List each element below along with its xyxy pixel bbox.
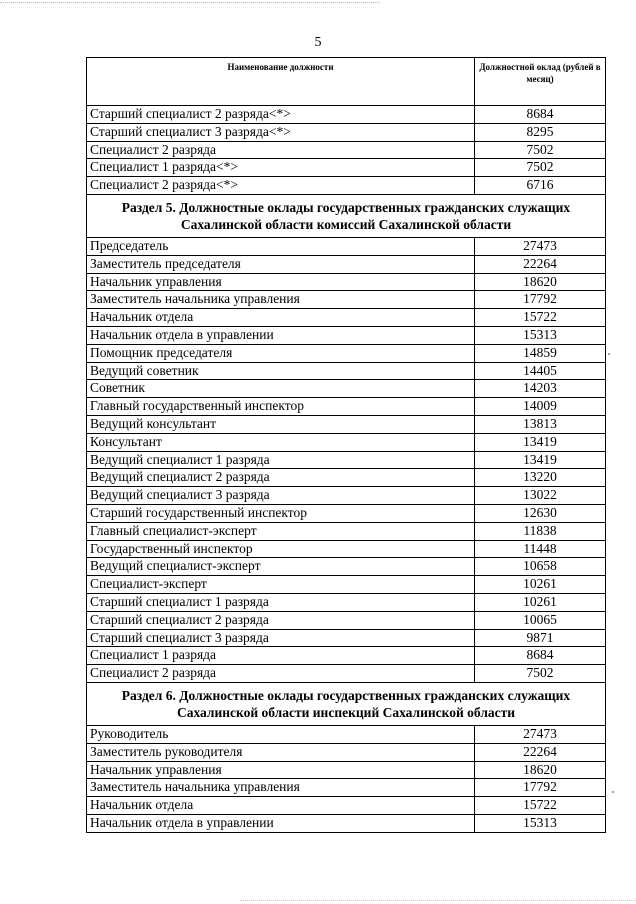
position-name: Ведущий советник xyxy=(87,362,475,380)
table-row xyxy=(87,451,606,469)
position-name: Советник xyxy=(87,380,475,398)
salary-value: 10261 xyxy=(475,593,606,611)
position-name: Старший специалист 3 разряда<*> xyxy=(87,123,475,141)
position-name: Специалист 1 разряда xyxy=(87,647,475,665)
position-name: Ведущий специалист 1 разряда xyxy=(87,451,475,469)
scan-speck xyxy=(612,791,614,793)
position-name: Начальник управления xyxy=(87,761,475,779)
position-name: Консультант xyxy=(87,433,475,451)
table-row xyxy=(87,761,606,779)
table-row xyxy=(87,309,606,327)
salary-value: 18620 xyxy=(475,273,606,291)
salary-value: 22264 xyxy=(475,255,606,273)
table-row xyxy=(87,629,606,647)
salary-value: 13419 xyxy=(475,433,606,451)
salary-value: 12630 xyxy=(475,504,606,522)
position-name: Старший специалист 1 разряда xyxy=(87,593,475,611)
salary-value: 14203 xyxy=(475,380,606,398)
table-row xyxy=(87,558,606,576)
table-row xyxy=(87,647,606,665)
salary-value: 15313 xyxy=(475,326,606,344)
position-name: Главный государственный инспектор xyxy=(87,398,475,416)
salary-value: 14405 xyxy=(475,362,606,380)
table-row xyxy=(87,593,606,611)
table-row xyxy=(87,611,606,629)
position-name: Заместитель председателя xyxy=(87,255,475,273)
position-name: Помощник председателя xyxy=(87,344,475,362)
position-name: Старший специалист 2 разряда<*> xyxy=(87,106,475,124)
salary-value: 15722 xyxy=(475,309,606,327)
position-name: Начальник отдела xyxy=(87,797,475,815)
salary-value: 7502 xyxy=(475,141,606,159)
salary-value: 9871 xyxy=(475,629,606,647)
table-row xyxy=(87,814,606,832)
table-row xyxy=(87,291,606,309)
salary-value: 11838 xyxy=(475,522,606,540)
position-name: Начальник отдела в управлении xyxy=(87,326,475,344)
table-row xyxy=(87,504,606,522)
salary-value: 27473 xyxy=(475,237,606,255)
table-row xyxy=(87,326,606,344)
position-name: Ведущий специалист 2 разряда xyxy=(87,469,475,487)
salary-value: 14859 xyxy=(475,344,606,362)
position-name: Заместитель начальника управления xyxy=(87,291,475,309)
position-name: Старший специалист 2 разряда xyxy=(87,611,475,629)
salary-value: 11448 xyxy=(475,540,606,558)
position-name: Специалист 1 разряда<*> xyxy=(87,159,475,177)
salary-value: 8295 xyxy=(475,123,606,141)
section-heading: Раздел 6. Должностные оклады государственных гражданских служащих Сахалинской области инспекций Сахалинской области xyxy=(87,682,606,725)
column-header-position: Наименование должности xyxy=(87,58,475,106)
section-6-heading-row xyxy=(87,682,606,725)
table-row xyxy=(87,469,606,487)
salary-value: 17792 xyxy=(475,291,606,309)
salary-value: 10065 xyxy=(475,611,606,629)
position-name: Главный специалист-эксперт xyxy=(87,522,475,540)
position-name: Специалист 2 разряда xyxy=(87,665,475,683)
table-row xyxy=(87,255,606,273)
salary-value: 15722 xyxy=(475,797,606,815)
salary-value: 10658 xyxy=(475,558,606,576)
scan-speck xyxy=(608,353,610,355)
salary-table xyxy=(86,57,606,833)
table-row xyxy=(87,487,606,505)
table-row xyxy=(87,237,606,255)
table-row xyxy=(87,398,606,416)
salary-value: 17792 xyxy=(475,779,606,797)
page-number: 5 xyxy=(314,35,322,50)
position-name: Ведущий консультант xyxy=(87,415,475,433)
table-row xyxy=(87,576,606,594)
table-row xyxy=(87,522,606,540)
position-name: Специалист 2 разряда<*> xyxy=(87,177,475,195)
table-row xyxy=(87,362,606,380)
table-row xyxy=(87,123,606,141)
table-row xyxy=(87,177,606,195)
table-row xyxy=(87,433,606,451)
position-name: Заместитель начальника управления xyxy=(87,779,475,797)
salary-value: 14009 xyxy=(475,398,606,416)
salary-value: 7502 xyxy=(475,665,606,683)
section-heading: Раздел 5. Должностные оклады государственных гражданских служащих Сахалинской области комиссий Сахалинской области xyxy=(87,194,606,237)
salary-value: 10261 xyxy=(475,576,606,594)
table-header-row xyxy=(87,58,606,106)
column-header-salary: Должностной оклад (рублей в месяц) xyxy=(475,58,606,106)
salary-value: 27473 xyxy=(475,725,606,743)
table-row xyxy=(87,415,606,433)
table-row xyxy=(87,665,606,683)
table-row xyxy=(87,743,606,761)
table-row xyxy=(87,380,606,398)
position-name: Начальник управления xyxy=(87,273,475,291)
scan-edge-bottom xyxy=(240,900,636,901)
position-name: Старший специалист 3 разряда xyxy=(87,629,475,647)
position-name: Заместитель руководителя xyxy=(87,743,475,761)
table-row xyxy=(87,141,606,159)
position-name: Ведущий специалист 3 разряда xyxy=(87,487,475,505)
salary-value: 18620 xyxy=(475,761,606,779)
table-row xyxy=(87,725,606,743)
salary-value: 13220 xyxy=(475,469,606,487)
salary-value: 7502 xyxy=(475,159,606,177)
position-name: Председатель xyxy=(87,237,475,255)
table-row xyxy=(87,159,606,177)
section-5-heading-row xyxy=(87,194,606,237)
position-name: Специалист-эксперт xyxy=(87,576,475,594)
table-row xyxy=(87,273,606,291)
table-row xyxy=(87,779,606,797)
position-name: Специалист 2 разряда xyxy=(87,141,475,159)
table-row xyxy=(87,540,606,558)
table-row xyxy=(87,106,606,124)
position-name: Старший государственный инспектор xyxy=(87,504,475,522)
position-name: Государственный инспектор xyxy=(87,540,475,558)
position-name: Ведущий специалист-эксперт xyxy=(87,558,475,576)
salary-table-body xyxy=(87,58,606,833)
salary-value: 13022 xyxy=(475,487,606,505)
position-name: Начальник отдела в управлении xyxy=(87,814,475,832)
salary-value: 8684 xyxy=(475,647,606,665)
table-row xyxy=(87,344,606,362)
salary-value: 22264 xyxy=(475,743,606,761)
salary-value: 15313 xyxy=(475,814,606,832)
salary-value: 13419 xyxy=(475,451,606,469)
salary-value: 6716 xyxy=(475,177,606,195)
salary-value: 8684 xyxy=(475,106,606,124)
scan-edge-top xyxy=(0,2,380,3)
position-name: Начальник отдела xyxy=(87,309,475,327)
position-name: Руководитель xyxy=(87,725,475,743)
table-row xyxy=(87,797,606,815)
salary-value: 13813 xyxy=(475,415,606,433)
